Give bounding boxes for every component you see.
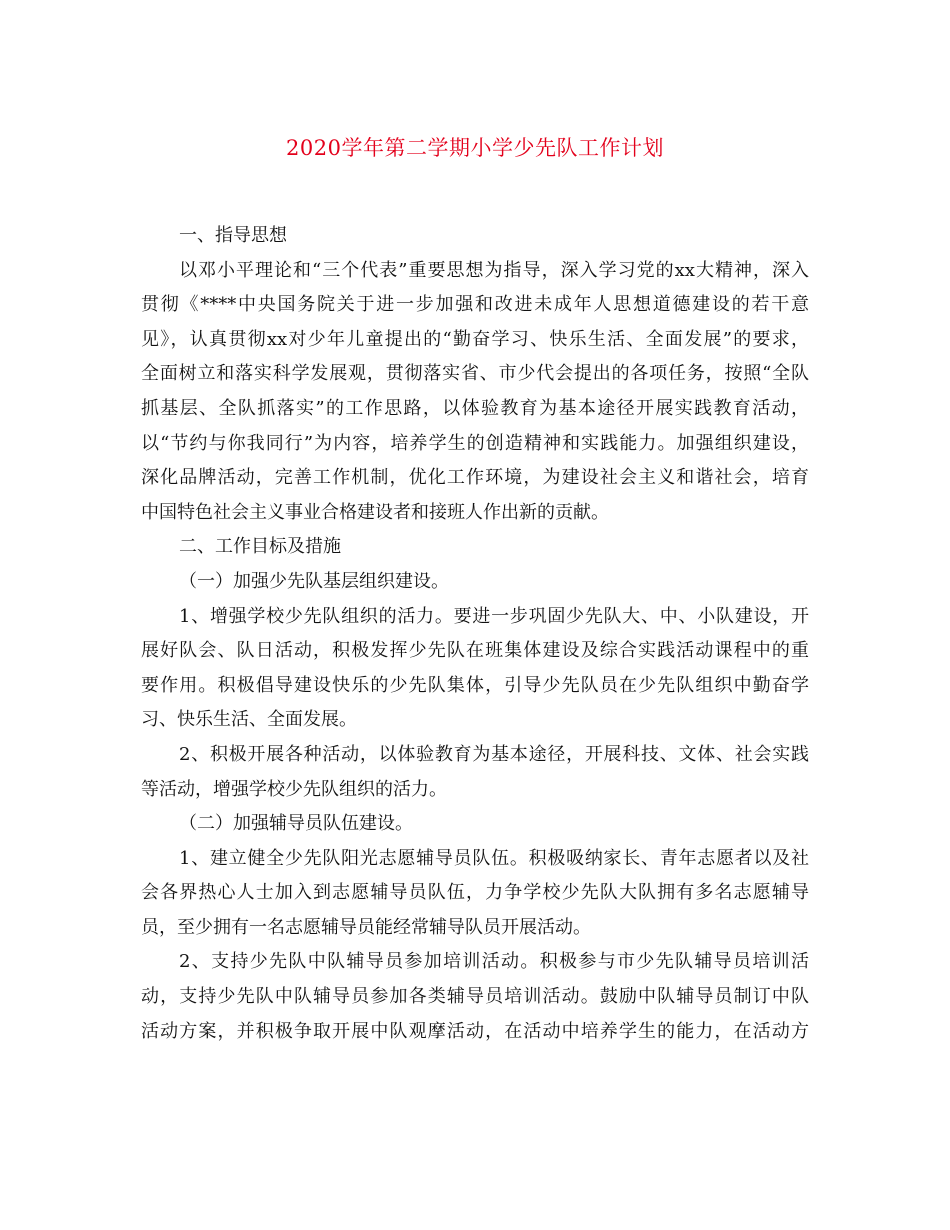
body-line: 习、快乐生活、全面发展。	[141, 709, 357, 731]
body-line: 活动方案，并积极争取开展中队观摩活动，在活动中培养学生的能力，在活动方	[141, 1020, 809, 1042]
body-line: （二）加强辅导员队伍建设。	[179, 813, 413, 835]
body-line: 以邓小平理论和“三个代表”重要思想为指导，深入学习党的xx大精神，深入	[179, 259, 809, 281]
body-line: 1、增强学校少先队组织的活力。要进一步巩固少先队大、中、小队建设，开	[179, 605, 809, 627]
document-title: 2020学年第二学期小学少先队工作计划	[286, 136, 664, 160]
body-line: 贯彻《****中央国务院关于进一步加强和改进未成年人思想道德建设的若干意	[141, 294, 809, 316]
body-line: （一）加强少先队基层组织建设。	[179, 570, 449, 592]
body-line: 动，支持少先队中队辅导员参加各类辅导员培训活动。鼓励中队辅导员制订中队	[141, 986, 809, 1008]
body-line: 中国特色社会主义事业合格建设者和接班人作出新的贡献。	[141, 501, 609, 523]
body-line: 等活动，增强学校少先队组织的活力。	[141, 778, 447, 800]
body-line: 全面树立和落实科学发展观，贯彻落实省、市少代会提出的各项任务，按照“全队	[141, 363, 809, 385]
body-line: 2、积极开展各种活动，以体验教育为基本途径，开展科技、文体、社会实践	[179, 743, 809, 765]
body-line: 二、工作目标及措施	[179, 536, 341, 558]
body-line: 2、支持少先队中队辅导员参加培训活动。积极参与市少先队辅导员培训活	[179, 951, 809, 973]
body-line: 要作用。积极倡导建设快乐的少先队集体，引导少先队员在少先队组织中勤奋学	[141, 674, 809, 696]
body-line: 展好队会、队日活动，积极发挥少先队在班集体建设及综合实践活动课程中的重	[141, 640, 809, 662]
body-line: 员，至少拥有一名志愿辅导员能经常辅导队员开展活动。	[141, 916, 591, 938]
body-line: 1、建立健全少先队阳光志愿辅导员队伍。积极吸纳家长、青年志愿者以及社	[179, 847, 809, 869]
body-line: 一、指导思想	[179, 225, 287, 246]
document-body	[141, 219, 809, 1049]
body-line: 抓基层、全队抓落实”的工作思路，以体验教育为基本途径开展实践教育活动，	[141, 397, 809, 419]
body-line: 见》，认真贯彻xx对少年儿童提出的“勤奋学习、快乐生活、全面发展”的要求，	[141, 328, 809, 350]
body-line: 深化品牌活动，完善工作机制，优化工作环境，为建设社会主义和谐社会，培育	[141, 467, 809, 489]
body-line: 会各界热心人士加入到志愿辅导员队伍，力争学校少先队大队拥有多名志愿辅导	[141, 882, 809, 904]
body-line: 以“节约与你我同行”为内容，培养学生的创造精神和实践能力。加强组织建设，	[141, 432, 809, 454]
